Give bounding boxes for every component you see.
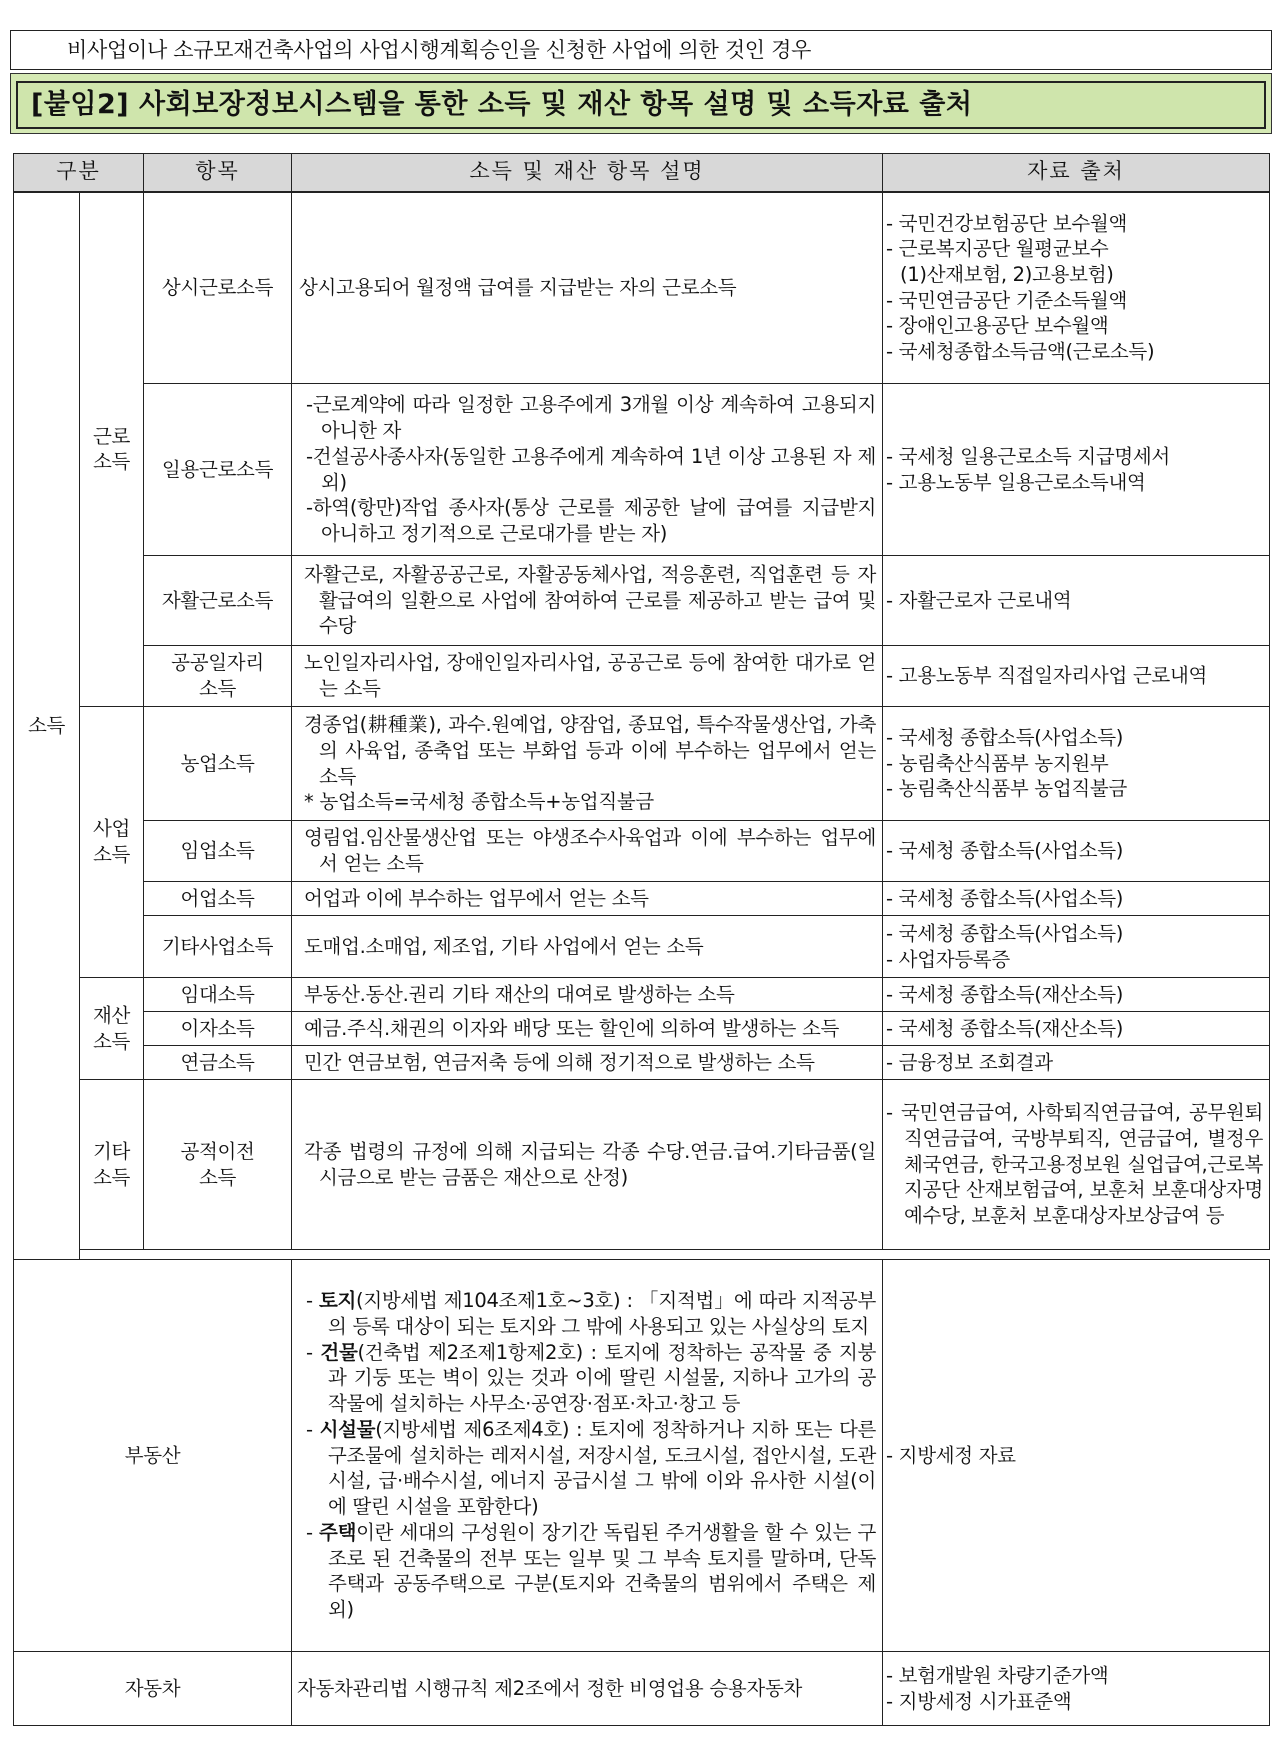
source-line: - 금융정보 조회결과: [886, 1050, 1053, 1074]
source-line: - 사업자등록증: [886, 947, 1010, 971]
desc-line: 영림업.임산물생산업 또는 야생조수사육업과 이에 부수하는 업무에서 얻는 소득: [304, 826, 877, 875]
item-rental: 임대소득: [144, 978, 292, 1012]
desc-line: -근로계약에 따라 일정한 고용주에게 3개월 이상 계속하여 고용되지 아니한 자: [306, 393, 877, 443]
term: 주택: [319, 1520, 357, 1544]
page-title: [붙임2] 사회보장정보시스템을 통한 소득 및 재산 항목 설명 및 소득자료 출처: [16, 81, 1266, 129]
table-row: [14, 882, 1270, 916]
src-daily: [883, 384, 1270, 556]
group-label-line: 근로: [92, 424, 131, 448]
table-row: [14, 916, 1270, 978]
table-row: [14, 1260, 1270, 1652]
table-row: [14, 1012, 1270, 1046]
desc-line: 노인일자리사업, 장애인일자리사업, 공공근로 등에 참여한 대가로 얻는 소득: [304, 651, 877, 700]
item-forestry: 임업소득: [144, 821, 292, 882]
term-description: (지방세법 제6조제4호) : 토지에 정착하거나 지하 또는 다른 구조물에 설치하는 레저시설, 저장시설, 도크시설, 접안시설, 도관시설, 급·배수시설, 에너지 공급시설 그 밖에 이와 유사한 시설(이에 딸린 시설을 포함한다): [328, 1417, 877, 1519]
table-row: [14, 1652, 1270, 1726]
source-line: - 국세청종합소득금액(근로소득): [886, 340, 1155, 364]
group-other-income: [80, 1080, 144, 1250]
source-line: - 국세청 일용근로소득 지급명세서: [886, 444, 1170, 468]
source-line: - 지방세정 자료: [886, 1443, 1016, 1467]
group-label-line: 소득: [92, 1165, 131, 1189]
src-other-business: [883, 916, 1270, 978]
desc-pension: 민간 연금보험, 연금저축 등에 의해 정기적으로 발생하는 소득: [292, 1046, 883, 1080]
source-line: - 국세청 종합소득(재산소득): [886, 1016, 1124, 1040]
table-row: [14, 384, 1270, 556]
desc-car: 자동차관리법 시행규칙 제2조에서 정한 비영업용 승용자동차: [292, 1652, 883, 1726]
src-forestry: [883, 821, 1270, 882]
source-line: - 근로복지공단 월평균보수: [886, 237, 1109, 261]
src-car: [883, 1652, 1270, 1726]
real-estate-housing: [306, 1520, 876, 1623]
bullet: -: [306, 1340, 313, 1364]
item-regular: 상시근로소득: [144, 192, 292, 384]
table-header-row: [14, 154, 1270, 192]
src-public-transfer: [883, 1080, 1270, 1250]
group-label-line: 소득: [92, 843, 131, 866]
bullet: -: [306, 1417, 313, 1441]
term: 시설물: [319, 1417, 376, 1441]
source-line: - 고용노동부 직접일자리사업 근로내역: [886, 664, 1208, 688]
desc-self-support: [292, 556, 883, 646]
group-label-line: 사업: [92, 817, 131, 841]
source-line: - 국민건강보험공단 보수월액: [886, 211, 1127, 235]
table-row: [14, 556, 1270, 646]
term: 건물: [320, 1340, 358, 1364]
group-business-income: [80, 707, 144, 978]
desc-other-business: 도매업.소매업, 제조업, 기타 사업에서 얻는 소득: [292, 916, 883, 978]
source-line: - 국세청 종합소득(재산소득): [886, 982, 1124, 1006]
desc-real-estate: [292, 1260, 883, 1652]
source-line: - 국세청 종합소득(사업소득): [886, 921, 1124, 945]
source-line: - 국민연금공단 기준소득월액: [886, 288, 1127, 312]
desc-forestry: [292, 821, 883, 882]
src-regular: [883, 192, 1270, 384]
bullet: -: [306, 1289, 313, 1313]
item-self-support: 자활근로소득: [144, 556, 292, 646]
src-real-estate: [883, 1260, 1270, 1652]
group-labor-income: [80, 192, 144, 707]
term-description: (건축법 제2조제1항제2호) : 토지에 정착하는 공작물 중 지붕과 기둥 또는 벽이 있는 것과 이에 딸린 시설물, 지하나 고가의 공작물에 설치하는 사무소·공연장·점포·차고·창고 등: [328, 1340, 877, 1416]
desc-rental: 부동산.동산.권리 기타 재산의 대여로 발생하는 소득: [292, 978, 883, 1012]
table-row: [14, 1080, 1270, 1250]
group-label-line: 기타: [92, 1139, 131, 1163]
header-category: 구분: [14, 154, 144, 192]
item-label-line: 공공일자리: [171, 651, 264, 675]
item-farming: 농업소득: [144, 707, 292, 821]
source-line: - 농림축산식품부 농업직불금: [886, 777, 1127, 801]
term: 토지: [318, 1289, 357, 1313]
bullet: -: [306, 1520, 313, 1544]
desc-line: -하역(항만)작업 종사자(통상 근로를 제공한 날에 급여를 지급받지 아니하고 정기적으로 근로대가를 받는 자): [306, 496, 877, 545]
term-description: (지방세법 제104조제1호~3호) : 「지적법」에 따라 지적공부의 등록 대상이 되는 토지와 그 밖에 사용되고 있는 사실상의 토지: [328, 1289, 877, 1338]
item-pension: 연금소득: [144, 1046, 292, 1080]
src-interest: [883, 1012, 1270, 1046]
table-row: [14, 192, 1270, 384]
src-public-job: [883, 646, 1270, 707]
group-property-income: [80, 978, 144, 1080]
src-self-support: [883, 556, 1270, 646]
header-item: 항목: [144, 154, 292, 192]
item-fishery: 어업소득: [144, 882, 292, 916]
item-label-line: 소득: [198, 1165, 237, 1189]
group-income: 소득: [14, 192, 80, 1260]
table-row: [14, 978, 1270, 1012]
item-label-line: 소득: [198, 677, 237, 700]
real-estate-building: [306, 1340, 876, 1417]
item-public-job: [144, 646, 292, 707]
item-public-transfer: [144, 1080, 292, 1250]
header-description: 소득 및 재산 항목 설명: [292, 154, 883, 192]
desc-daily: [292, 384, 883, 556]
real-estate-facility: [306, 1417, 876, 1520]
top-note: 비사업이나 소규모재건축사업의 사업시행계획승인을 신청한 사업에 의한 것인 경우: [10, 30, 1272, 70]
desc-interest: 예금.주식.채권의 이자와 배당 또는 할인에 의하여 발생하는 소득: [292, 1012, 883, 1046]
table-row: [14, 821, 1270, 882]
desc-farming: [292, 707, 883, 821]
source-line: - 장애인고용공단 보수월액: [886, 314, 1109, 338]
src-fishery: [883, 882, 1270, 916]
desc-regular: 상시고용되어 월정액 급여를 지급받는 자의 근로소득: [292, 192, 883, 384]
source-line: - 지방세정 시가표준액: [886, 1689, 1072, 1713]
income-property-table: [13, 153, 1270, 1726]
group-label-line: 재산: [92, 1003, 131, 1027]
src-pension: [883, 1046, 1270, 1080]
source-line: - 국세청 종합소득(사업소득): [886, 839, 1124, 863]
table-row: [14, 1046, 1270, 1080]
source-line: - 국세청 종합소득(사업소득): [886, 886, 1124, 910]
table-row: [14, 646, 1270, 707]
item-interest: 이자소득: [144, 1012, 292, 1046]
source-line: - 국민연금급여, 사학퇴직연금급여, 공무원퇴직연금급여, 국방부퇴직, 연금급여, 별정우체국연금, 한국고용정보원 실업급여,근로복지공단 산재보험급여, 보훈처 보훈대상자명예수당, 보훈처 보훈대상자보상급여 등: [886, 1101, 1264, 1228]
source-line: - 고용노동부 일용근로소득내역: [886, 470, 1146, 494]
item-label-line: 공적이전: [180, 1139, 255, 1163]
item-other-business: 기타사업소득: [144, 916, 292, 978]
desc-fishery: 어업과 이에 부수하는 업무에서 얻는 소득: [292, 882, 883, 916]
src-farming: [883, 707, 1270, 821]
item-daily: 일용근로소득: [144, 384, 292, 556]
desc-public-job: [292, 646, 883, 707]
src-rental: [883, 978, 1270, 1012]
source-line: - 자활근로자 근로내역: [886, 588, 1072, 612]
spacer-row: [14, 1250, 1270, 1260]
source-line: - 국세청 종합소득(사업소득): [886, 725, 1124, 749]
group-label-line: 소득: [92, 450, 131, 474]
desc-line: 자활근로, 자활공공근로, 자활공동체사업, 적응훈련, 직업훈련 등 자활급여의 일환으로 사업에 참여하여 근로를 제공하고 받는 급여 및 수당: [304, 562, 877, 638]
car-label: 자동차: [14, 1652, 292, 1726]
source-line: (1)산재보험, 2)고용보험): [900, 263, 1114, 287]
real-estate-label: 부동산: [14, 1260, 292, 1652]
desc-line: 각종 법령의 규정에 의해 지급되는 각종 수당.연금.급여.기타금품(일시금으로 받는 금품은 재산으로 산정): [304, 1139, 877, 1189]
real-estate-land: [306, 1288, 876, 1339]
desc-line: -건설공사종사자(동일한 고용주에게 계속하여 1년 이상 고용된 자 제외): [306, 444, 877, 494]
table-row: [14, 707, 1270, 821]
source-line: - 보험개발원 차량기준가액: [886, 1663, 1109, 1687]
desc-note: * 농업소득=국세청 종합소득+농업직불금: [304, 790, 654, 814]
desc-public-transfer: [292, 1080, 883, 1250]
desc-line: 경종업(耕種業), 과수.원예업, 양잠업, 종묘업, 특수작물생산업, 가축의 사육업, 종축업 또는 부화업 등과 이에 부수하는 업무에서 얻는 소득: [304, 713, 877, 788]
source-line: - 농림축산식품부 농지원부: [886, 751, 1109, 775]
title-box: [10, 73, 1272, 134]
term-description: 이란 세대의 구성원이 장기간 독립된 주거생활을 할 수 있는 구조로 된 건축물의 전부 또는 일부 및 그 부속 토지를 말하며, 단독주택과 공동주택으로 구분(토지와 건축물의 범위에서 주택은 제외): [328, 1520, 877, 1622]
header-source: 자료 출처: [883, 154, 1270, 192]
group-label-line: 소득: [92, 1029, 131, 1053]
